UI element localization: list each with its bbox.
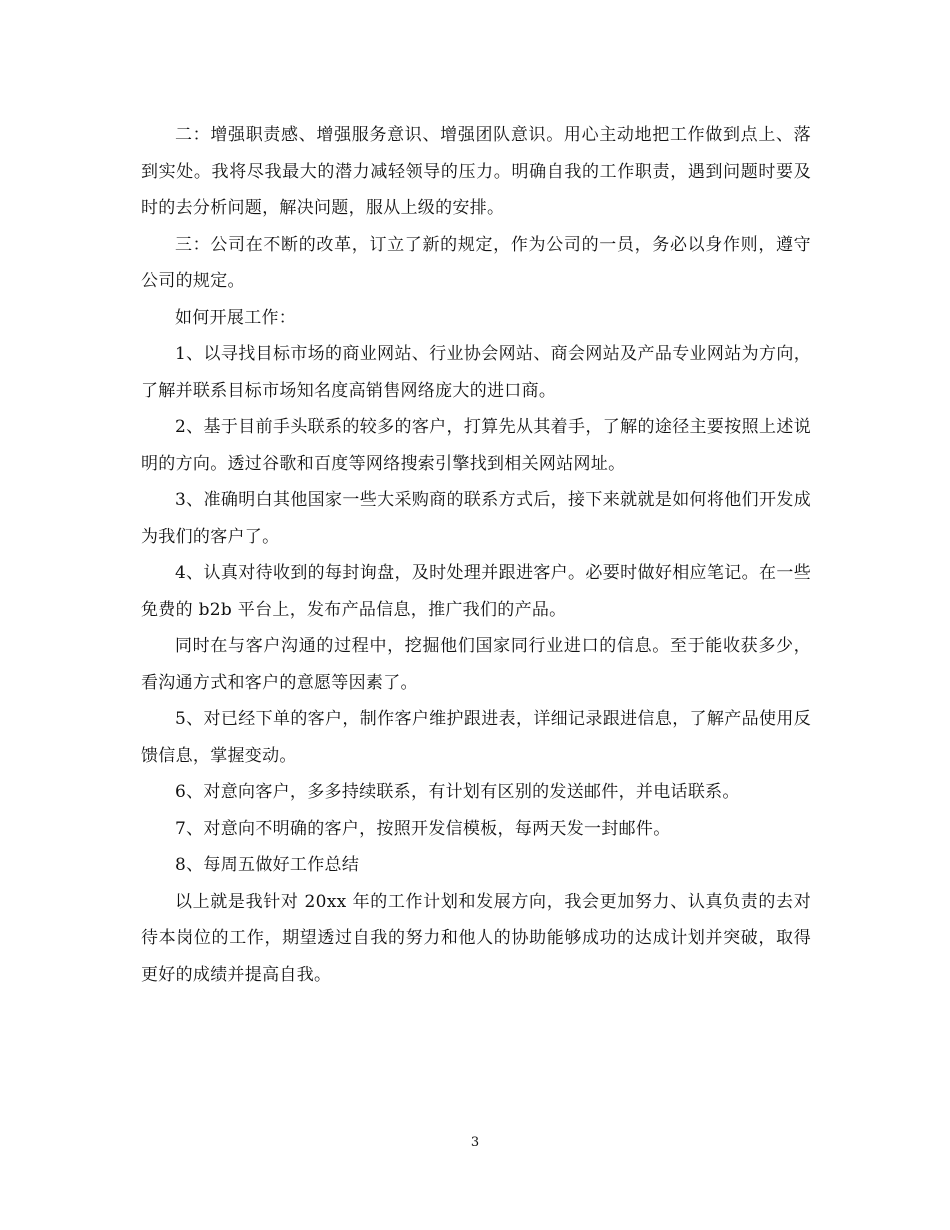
paragraph-item-3: 3、准确明白其他国家一些大采购商的联系方式后，接下来就就是如何将他们开发成为我们的客户了。 [141,490,811,547]
paragraph-item-4: 4、认真对待收到的每封询盘，及时处理并跟进客户。必要时做好相应笔记。在一些免费的 b2b 平台上，发布产品信息，推广我们的产品。 [141,563,811,620]
paragraph-item-8: 8、每周五做好工作总结 [175,855,360,875]
page-number: 3 [470,1135,480,1150]
paragraph-conclusion: 以上就是我针对 20xx 年的工作计划和发展方向，我会更加努力、认真负责的去对待本岗位的工作，期望透过自我的努力和他人的协助能够成功的达成计划并突破，取得更好的成绩并提高自我。 [141,891,811,985]
paragraph-item-7: 7、对意向不明确的客户，按照开发信模板，每两天发一封邮件。 [175,818,671,839]
paragraph-how-to-work: 如何开展工作： [175,307,297,328]
paragraph-item-4-continued: 同时在与客户沟通的过程中，挖掘他们国家同行业进口的信息。至于能收获多少，看沟通方式和客户的意愿等因素了。 [141,636,811,693]
paragraph-item-6: 6、对意向客户，多多持续联系，有计划有区别的发送邮件，并电话联系。 [175,782,740,802]
paragraph-point-two: 二：增强职责感、增强服务意识、增强团队意识。用心主动地把工作做到点上、落到实处。我将尽我最大的潜力减轻领导的压力。明确自我的工作职责，遇到问题时要及时的去分析问题，解决问题，服从上级的安排。 [141,125,811,218]
document-body [141,117,811,993]
paragraph-item-2: 2、基于目前手头联系的较多的客户，打算先从其着手，了解的途径主要按照上述说明的方向。透过谷歌和百度等网络搜索引擎找到相关网站网址。 [141,417,811,474]
paragraph-item-5: 5、对已经下单的客户，制作客户维护跟进表，详细记录跟进信息，了解产品使用反馈信息，掌握变动。 [141,709,811,766]
paragraph-item-1: 1、以寻找目标市场的商业网站、行业协会网站、商会网站及产品专业网站为方向，了解并联系目标市场知名度高销售网络庞大的进口商。 [141,344,811,401]
paragraph-point-three: 三：公司在不断的改革，订立了新的规定，作为公司的一员，务必以身作则，遵守公司的规定。 [141,234,811,291]
